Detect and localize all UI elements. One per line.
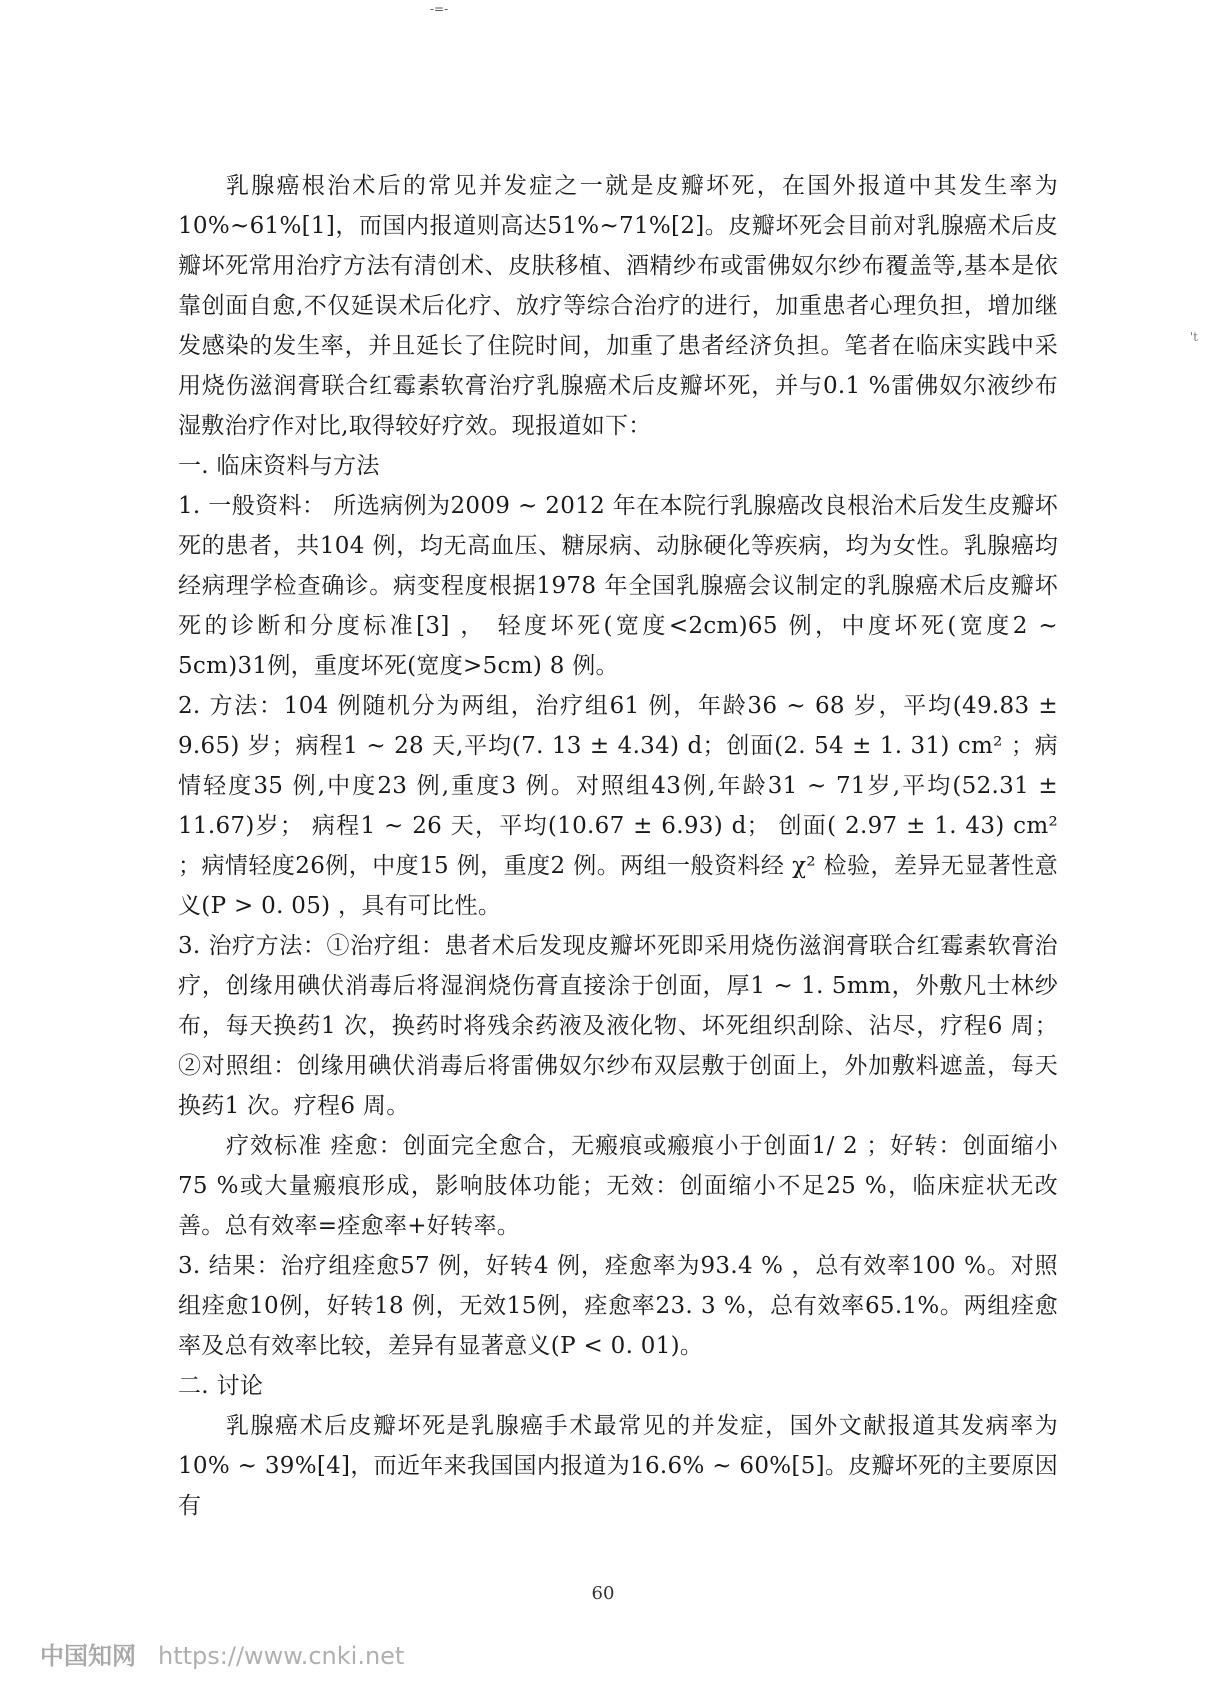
scan-mark-top: -=- (430, 2, 449, 16)
paragraph-intro: 乳腺癌根治术后的常见并发症之一就是皮瓣坏死，在国外报道中其发生率为10%~61%[1]，而国内报道则高达51%~71%[2]。皮瓣坏死会目前对乳腺癌术后皮瓣坏死常用治疗方法有清创术、皮肤移植、酒精纱布或雷佛奴尔纱布覆盖等,基本是依靠创面自愈,不仅延误术后化疗、放疗等综合治疗的进行，加重患者心理负担，增加继发感染的发生率，并且延长了住院时间，加重了患者经济负担。笔者在临床实践中采用烧伤滋润膏联合红霉素软膏治疗乳腺癌术后皮瓣坏死，并与0.1 %雷佛奴尔液纱布湿敷治疗作对比,取得较好疗效。现报道如下： (178, 173, 1058, 439)
page-number: 60 (591, 1583, 615, 1604)
cnki-logo: 中国知网 (40, 1642, 136, 1670)
scan-mark-side: 't (1189, 330, 1198, 344)
paragraph-results: 3. 结果：治疗组痊愈57 例，好转4 例，痊愈率为93.4 % ，总有效率100 %。对照组痊愈10例，好转18 例，无效15例，痊愈率23. 3 %，总有效率65.1%。两组痊愈率及总有效率比较，差异有显著意义(P < 0. 01)。 (178, 1253, 1058, 1359)
section-heading-2: 二. 讨论 (178, 1373, 264, 1399)
cnki-url[interactable]: https://www.cnki.net (158, 1642, 405, 1670)
section-heading-1: 一. 临床资料与方法 (178, 453, 380, 479)
paragraph-method: 2. 方法：104 例随机分为两组，治疗组61 例，年龄36 ~ 68 岁，平均(49.83 ± 9.65) 岁；病程1 ~ 28 天,平均(7. 13 ± 4.34) d；创面(2. 54 ± 1. 31) cm² ；病情轻度35 例,中度23 例,重度3 例。对照组43例,年龄31 ~ 71岁,平均(52.31 ± 11.67)岁； 病程1 ~ 26 天，平均(10.67 ± 6.93) d； 创面( 2.97 ± 1. 43) cm² ；病情轻度26例，中度15 例，重度2 例。两组一般资料经 χ² 检验，差异无显著性意义(P > 0. 05) ，具有可比性。 (178, 693, 1058, 919)
paragraph-discussion: 乳腺癌术后皮瓣坏死是乳腺癌手术最常见的并发症，国外文献报道其发病率为10% ~ 39%[4]，而近年来我国国内报道为16.6% ~ 60%[5]。皮瓣坏死的主要原因有 (178, 1413, 1058, 1519)
paragraph-general-data: 1. 一般资料： 所选病例为2009 ~ 2012 年在本院行乳腺癌改良根治术后发生皮瓣坏死的患者，共104 例，均无高血压、糖尿病、动脉硬化等疾病，均为女性。乳腺癌均经病理学检查确诊。病变程度根据1978 年全国乳腺癌会议制定的乳腺癌术后皮瓣坏死的诊断和分度标准[3] ， 轻度坏死(宽度<2cm)65 例，中度坏死(宽度2 ~ 5cm)31例，重度坏死(宽度>5cm) 8 例。 (178, 493, 1058, 679)
cnki-watermark (40, 1636, 404, 1671)
body-text (178, 166, 1058, 1526)
paragraph-treatment: 3. 治疗方法：①治疗组：患者术后发现皮瓣坏死即采用烧伤滋润膏联合红霉素软膏治疗，创缘用碘伏消毒后将湿润烧伤膏直接涂于创面，厚1 ~ 1. 5mm，外敷凡士林纱布，每天换药1 次，换药时将残余药液及液化物、坏死组织刮除、沾尽，疗程6 周；②对照组：创缘用碘伏消毒后将雷佛奴尔纱布双层敷于创面上，外加敷料遮盖，每天换药1 次。疗程6 周。 (178, 933, 1058, 1119)
paragraph-criteria: 疗效标准 痊愈：创面完全愈合，无瘢痕或瘢痕小于创面1/ 2 ；好转：创面缩小75 %或大量瘢痕形成，影响肢体功能；无效：创面缩小不足25 %，临床症状无改善。总有效率=痊愈率+好转率。 (178, 1133, 1058, 1239)
